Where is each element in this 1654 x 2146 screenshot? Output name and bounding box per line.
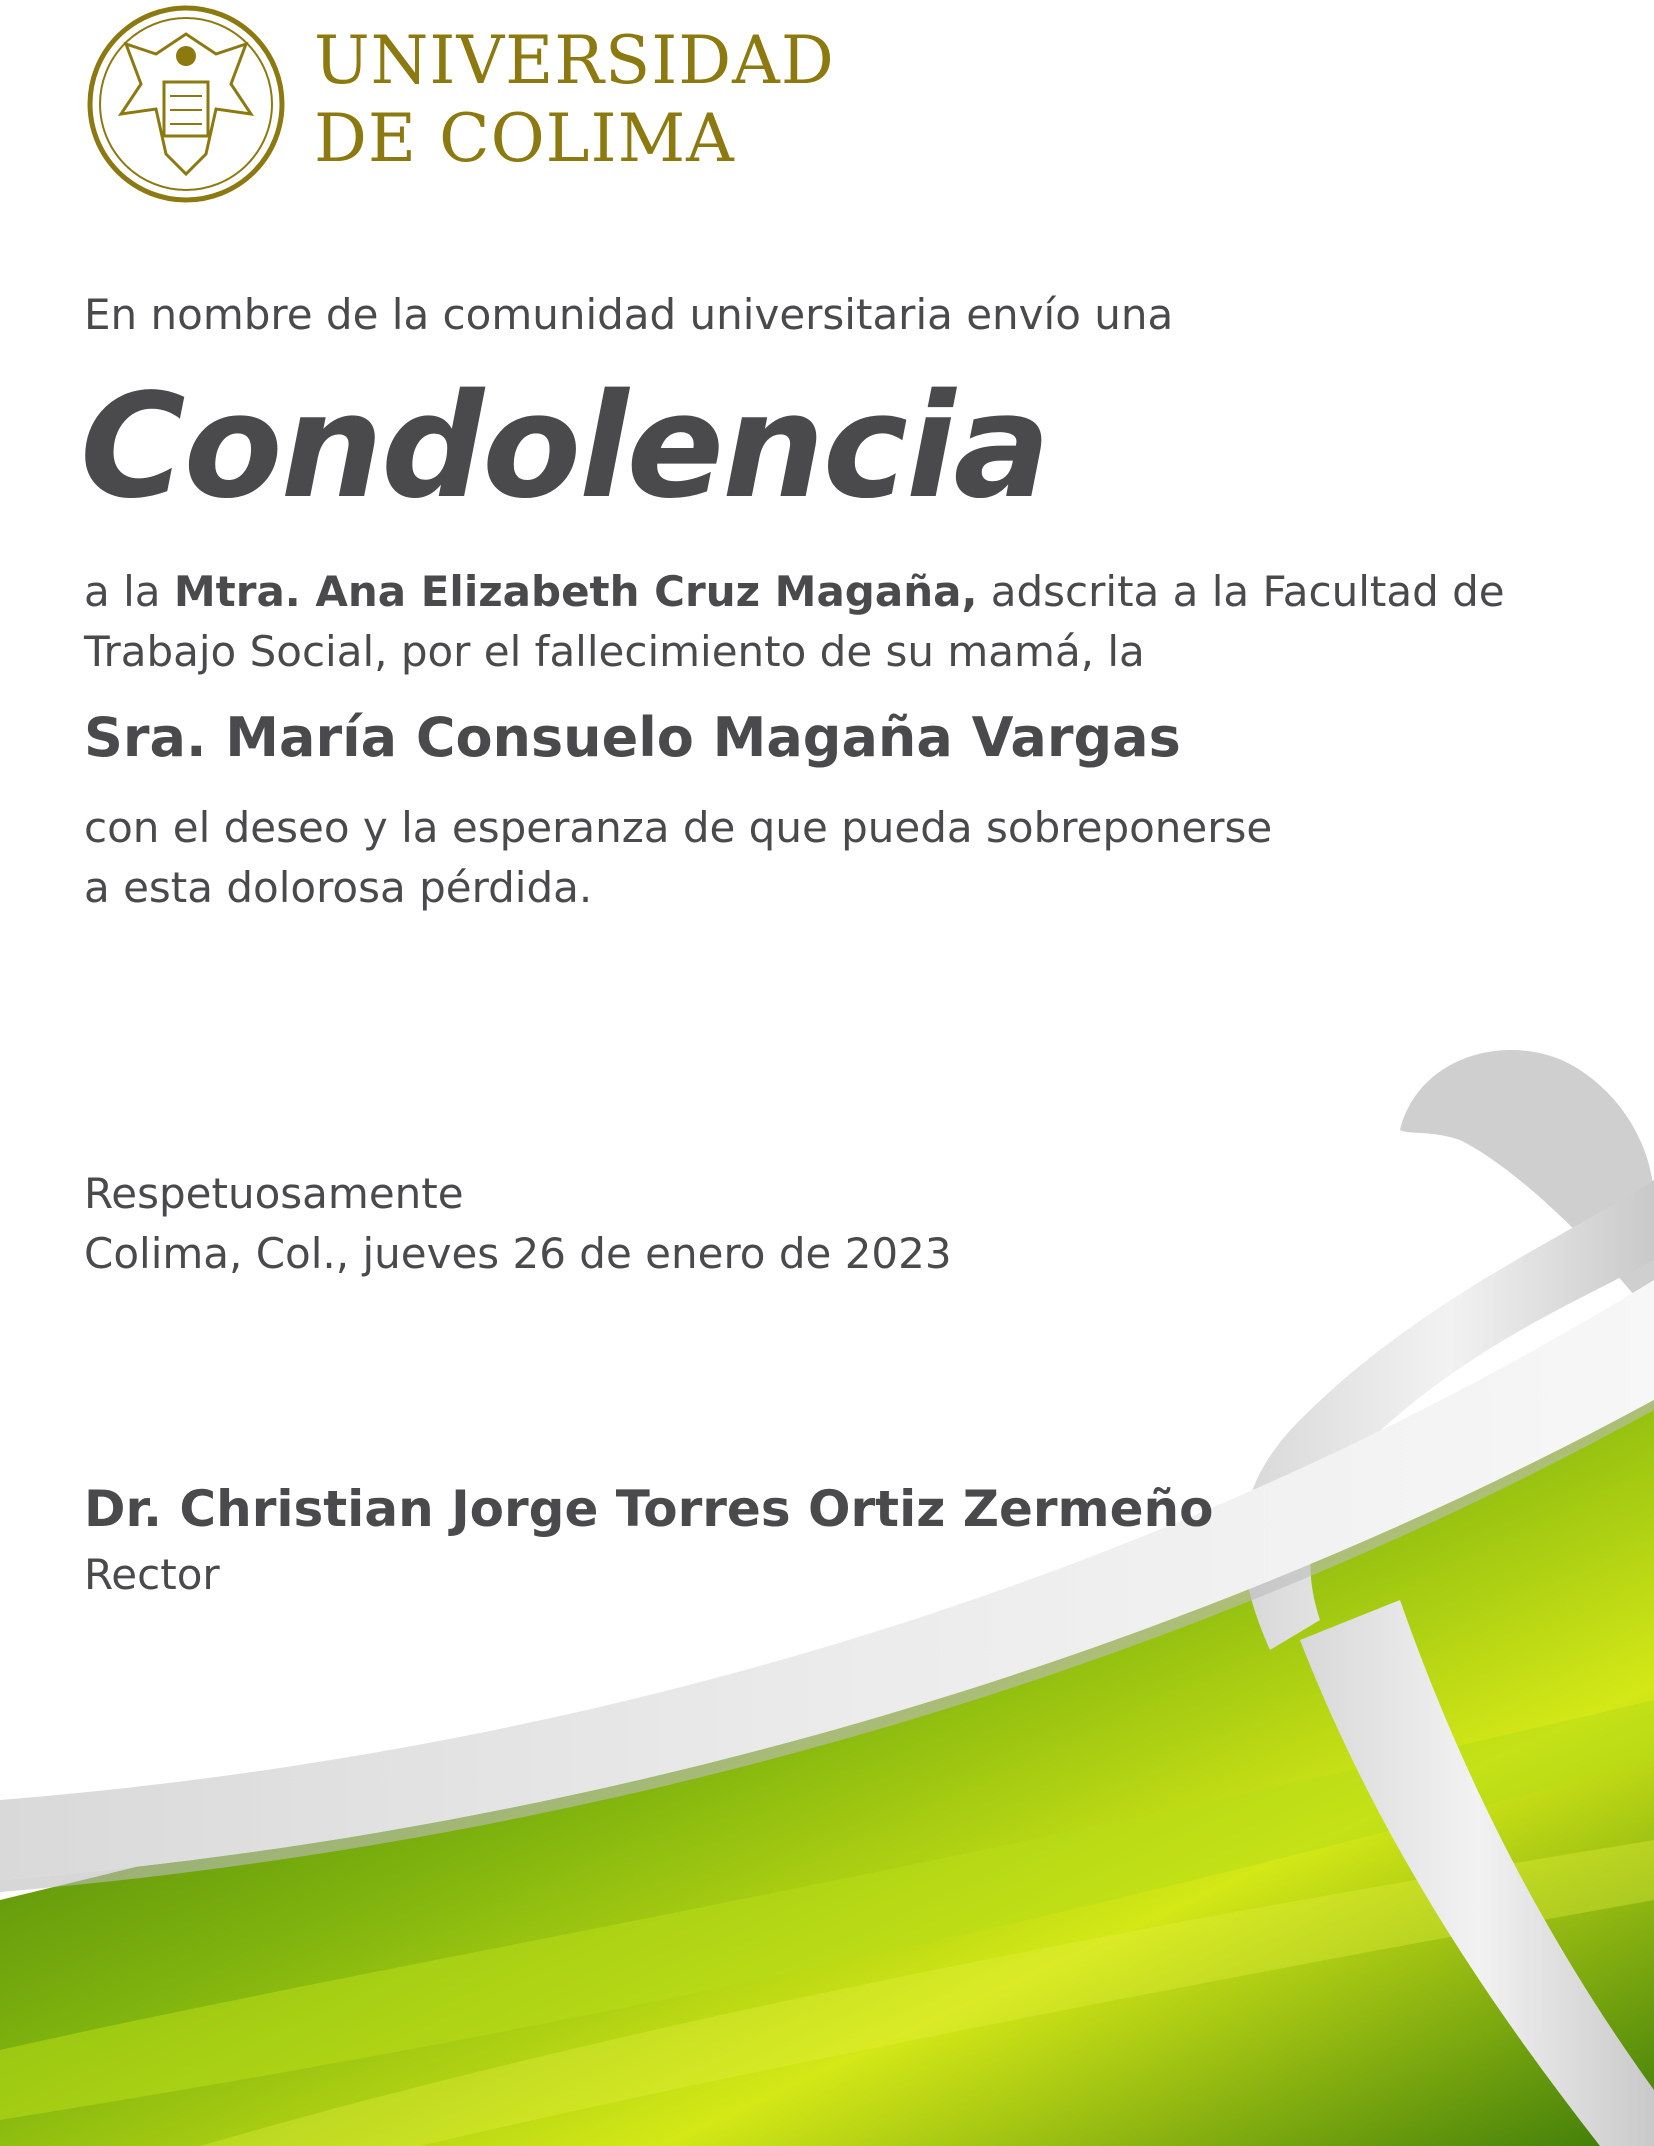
- university-seal-icon: [86, 4, 286, 204]
- intro-text: En nombre de la comunidad universitaria envío una: [84, 290, 1174, 339]
- closing-text: Respetuosamente: [84, 1169, 464, 1218]
- place-date: Colima, Col., jueves 26 de enero de 2023: [84, 1229, 952, 1278]
- university-header: [86, 4, 986, 204]
- recipient-paragraph: [84, 562, 1505, 682]
- signer-role: Rector: [84, 1550, 220, 1599]
- signer-name: Dr. Christian Jorge Torres Ortiz Zermeño: [84, 1480, 1214, 1538]
- university-name-line2: DE COLIMA: [314, 100, 735, 177]
- university-name: [314, 22, 835, 178]
- recipient-name: Mtra. Ana Elizabeth Cruz Magaña,: [173, 567, 978, 616]
- closing-block: [84, 1164, 952, 1284]
- university-name-line1: UNIVERSIDAD: [314, 22, 835, 99]
- para-suffix: adscrita a la Facultad de: [977, 567, 1505, 616]
- para-line2: Trabajo Social, por el fallecimiento de su mamá, la: [84, 627, 1145, 676]
- wish-line1: con el deseo y la esperanza de que pueda sobreponerse: [84, 803, 1273, 852]
- deceased-name: Sra. María Consuelo Magaña Vargas: [84, 706, 1181, 769]
- para-prefix: a la: [84, 567, 174, 616]
- wish-line2: a esta dolorosa pérdida.: [84, 863, 593, 912]
- wish-text: [84, 798, 1272, 918]
- notice-title: Condolencia: [80, 362, 1049, 530]
